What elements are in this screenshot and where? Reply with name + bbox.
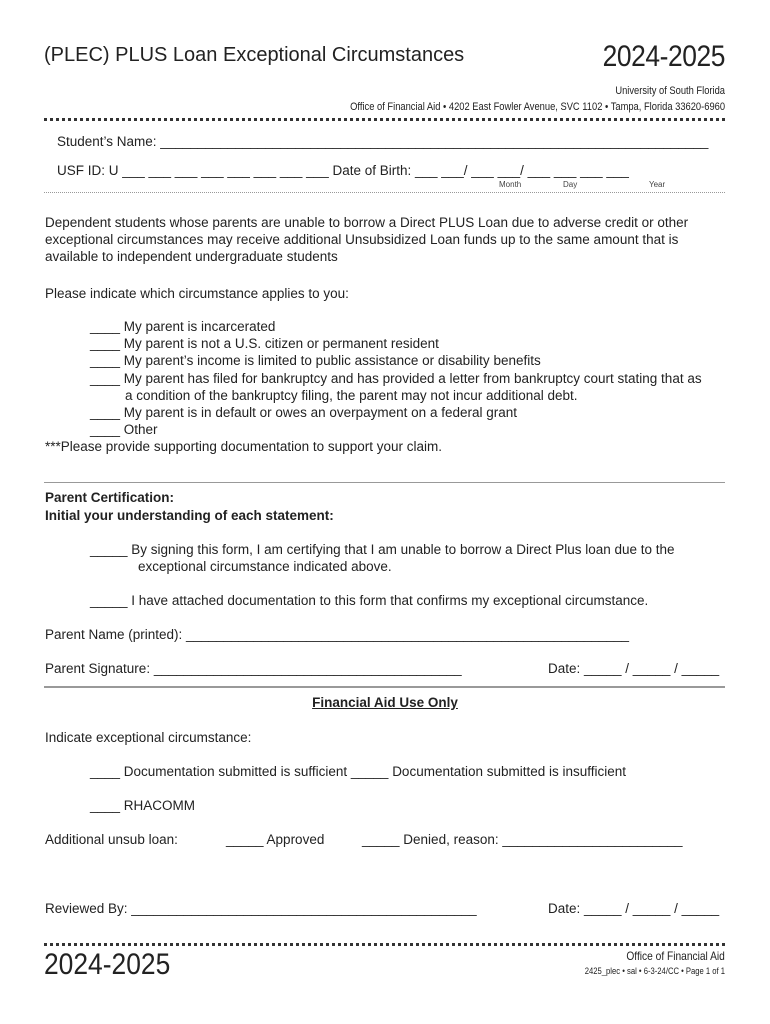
- student-divider: [44, 192, 725, 193]
- section-divider: [44, 482, 725, 483]
- office-use-heading: Financial Aid Use Only: [312, 695, 458, 710]
- certify-statement-2[interactable]: _____ I have attached documentation to this form that confirms my exceptional circumstance.: [90, 593, 649, 608]
- office-indicate-label: Indicate exceptional circumstance:: [45, 730, 252, 745]
- form-title: (PLEC) PLUS Loan Exceptional Circumstances: [44, 44, 465, 66]
- circumstance-bankruptcy[interactable]: ____ My parent has filed for bankruptcy and has provided a letter from bankruptcy court stating that as: [90, 371, 702, 386]
- circumstance-bankruptcy-cont: a condition of the bankruptcy filing, the parent may not incur additional debt.: [125, 388, 578, 403]
- rhacomm-field[interactable]: ____ RHACOMM: [90, 798, 196, 813]
- form-year: 2024-2025: [602, 40, 725, 73]
- circumstance-incarcerated[interactable]: ____ My parent is incarcerated: [90, 319, 276, 334]
- documentation-status-field[interactable]: ____ Documentation submitted is sufficient _____ Documentation submitted is insufficient: [90, 764, 627, 779]
- parent-name-field[interactable]: Parent Name (printed): ___________________________________________________________: [45, 627, 630, 642]
- dob-month-label: Month: [499, 180, 522, 189]
- circumstance-public-assistance[interactable]: ____ My parent’s income is limited to public assistance or disability benefits: [90, 353, 541, 368]
- reviewed-date-field[interactable]: Date: _____ / _____ / _____: [548, 901, 720, 916]
- certify-statement-1-cont: exceptional circumstance indicated above.: [138, 559, 392, 574]
- documentation-note: ***Please provide supporting documentation to support your claim.: [45, 439, 442, 454]
- parent-date-field[interactable]: Date: _____ / _____ / _____: [548, 661, 720, 676]
- dob-year-label: Year: [649, 180, 666, 189]
- university-name: University of South Florida: [615, 85, 725, 97]
- denied-field[interactable]: _____ Denied, reason: ________________________: [362, 832, 683, 847]
- footer-divider: [44, 943, 725, 946]
- office-divider: [44, 686, 725, 688]
- header-divider: [44, 118, 725, 121]
- circumstance-default[interactable]: ____ My parent is in default or owes an overpayment on a federal grant: [90, 405, 518, 420]
- footer-year: 2024-2025: [44, 948, 171, 981]
- footer-office: Office of Financial Aid: [626, 949, 725, 963]
- dob-day-label: Day: [563, 180, 578, 189]
- footer-form-code: 2425_plec • sal • 6-3-24/CC • Page 1 of 1: [584, 966, 725, 976]
- intro-paragraph: Dependent students whose parents are unable to borrow a Direct PLUS Loan due to adverse credit or other exceptional circumstances may receive additional Unsubsidized Loan funds up to the same amount that is available to independent undergraduate students: [45, 215, 689, 264]
- reviewed-by-field[interactable]: Reviewed By: ______________________________________________: [45, 901, 477, 916]
- student-id-dob-field[interactable]: USF ID: U ___ ___ ___ ___ ___ ___ ___ ___ Date of Birth: ___ ___/ ___ ___/ ___ ___ ___ ___: [57, 163, 629, 178]
- unsub-loan-label: Additional unsub loan:: [45, 832, 178, 847]
- parent-signature-field[interactable]: Parent Signature: _________________________________________: [45, 661, 462, 676]
- student-name-field[interactable]: Student’s Name: _________________________________________________________________________: [57, 134, 709, 149]
- circumstance-not-citizen[interactable]: ____ My parent is not a U.S. citizen or permanent resident: [90, 336, 439, 351]
- approved-field[interactable]: _____ Approved: [226, 832, 325, 847]
- certify-statement-1[interactable]: _____ By signing this form, I am certifying that I am unable to borrow a Direct Plus loan due to the: [90, 542, 675, 557]
- indicate-prompt: Please indicate which circumstance applies to you:: [45, 286, 349, 301]
- parent-cert-subheading: Initial your understanding of each statement:: [45, 508, 334, 523]
- office-address: Office of Financial Aid • 4202 East Fowler Avenue, SVC 1102 • Tampa, Florida 33620-6960: [350, 101, 725, 113]
- parent-cert-heading: Parent Certification:: [45, 490, 175, 505]
- circumstance-other[interactable]: ____ Other: [90, 422, 158, 437]
